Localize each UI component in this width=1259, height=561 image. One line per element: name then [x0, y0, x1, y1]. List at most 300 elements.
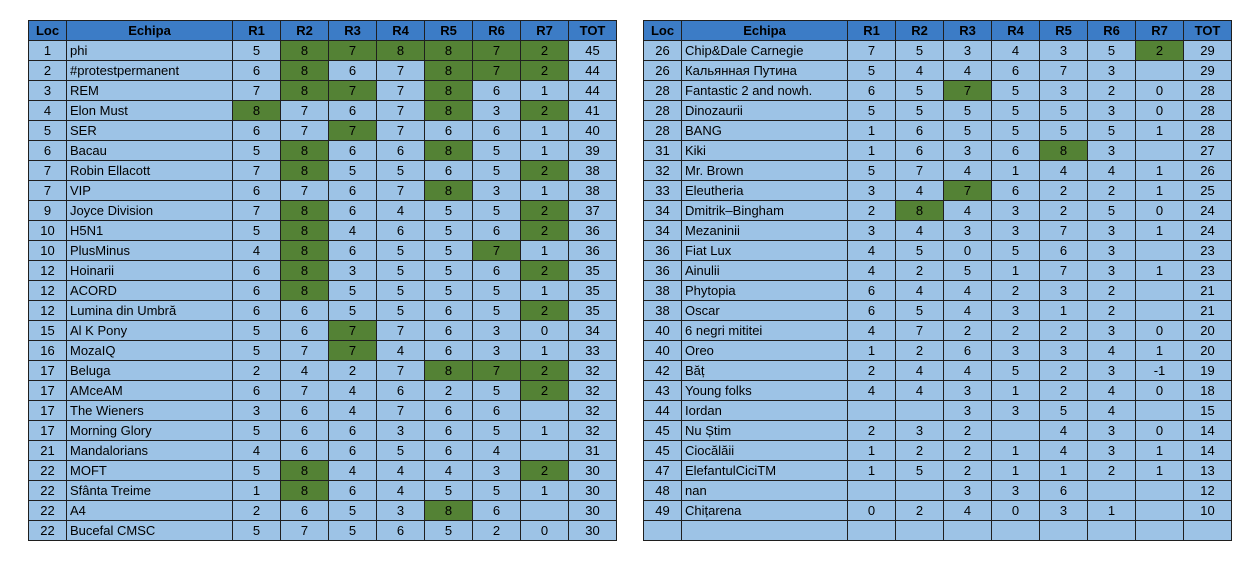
round-3-score-cell: 4 [944, 161, 992, 181]
round-6-score-cell: 5 [1088, 121, 1136, 141]
round-4-score-cell: 7 [377, 361, 425, 381]
round-6-score-cell: 3 [1088, 61, 1136, 81]
total-score-cell: 12 [1184, 481, 1232, 501]
total-score-cell: 25 [1184, 181, 1232, 201]
round-5-score-cell: 5 [425, 481, 473, 501]
round-2-score-cell: 6 [281, 501, 329, 521]
team-name-cell: Bacau [67, 141, 233, 161]
round-1-score-cell: 5 [848, 101, 896, 121]
round-5-score-cell: 2 [1040, 181, 1088, 201]
round-6-score-cell: 7 [473, 241, 521, 261]
header-team: Echipa [682, 21, 848, 41]
round-1-score-cell: 3 [848, 181, 896, 201]
round-6-score-cell: 6 [473, 121, 521, 141]
rank-cell: 42 [644, 361, 682, 381]
round-1-score-cell: 6 [233, 121, 281, 141]
round-1-score-cell: 4 [848, 241, 896, 261]
round-7-score-cell: 2 [521, 61, 569, 81]
team-name-cell: Eleutheria [682, 181, 848, 201]
round-5-score-cell: 8 [425, 181, 473, 201]
round-3-score-cell: 3 [944, 481, 992, 501]
table-row [644, 41, 1232, 61]
round-5-score-cell: 5 [425, 281, 473, 301]
table-row [29, 461, 617, 481]
round-5-score-cell: 6 [425, 401, 473, 421]
round-5-score-cell: 8 [425, 501, 473, 521]
round-4-score-cell: 6 [377, 521, 425, 541]
round-7-score-cell: 2 [521, 261, 569, 281]
round-6-score-cell: 3 [1088, 221, 1136, 241]
round-3-score-cell: 6 [329, 421, 377, 441]
round-6-score-cell: 7 [473, 41, 521, 61]
rank-cell: 40 [644, 341, 682, 361]
total-score-cell: 15 [1184, 401, 1232, 421]
round-4-score-cell: 6 [992, 181, 1040, 201]
total-score-cell: 35 [569, 301, 617, 321]
round-4-score-cell: 3 [992, 201, 1040, 221]
total-score-cell: 44 [569, 81, 617, 101]
team-name-cell: 6 negri mititei [682, 321, 848, 341]
round-5-score-cell: 6 [425, 161, 473, 181]
round-6-score-cell: 5 [473, 281, 521, 301]
round-2-score-cell: 6 [281, 321, 329, 341]
total-score-cell: 28 [1184, 81, 1232, 101]
round-4-score-cell: 7 [377, 101, 425, 121]
round-7-score-cell: 2 [521, 101, 569, 121]
table-row [644, 261, 1232, 281]
right-table-body [644, 41, 1232, 541]
rank-cell: 4 [29, 101, 67, 121]
round-4-score-cell [992, 521, 1040, 541]
round-1-score-cell: 6 [848, 301, 896, 321]
round-2-score-cell: 4 [896, 181, 944, 201]
round-7-score-cell: 0 [521, 321, 569, 341]
team-name-cell: The Wieners [67, 401, 233, 421]
round-6-score-cell: 4 [1088, 381, 1136, 401]
round-2-score-cell: 8 [281, 261, 329, 281]
round-5-score-cell: 4 [1040, 441, 1088, 461]
round-6-score-cell: 3 [1088, 361, 1136, 381]
round-1-score-cell: 1 [848, 121, 896, 141]
round-7-score-cell: 0 [521, 521, 569, 541]
round-7-score-cell: 1 [1136, 121, 1184, 141]
table-row [644, 161, 1232, 181]
round-7-score-cell: -1 [1136, 361, 1184, 381]
rank-cell: 45 [644, 441, 682, 461]
team-name-cell: phi [67, 41, 233, 61]
total-score-cell: 28 [1184, 101, 1232, 121]
round-1-score-cell: 4 [848, 261, 896, 281]
round-6-score-cell: 3 [1088, 421, 1136, 441]
round-3-score-cell: 2 [944, 441, 992, 461]
round-5-score-cell: 3 [1040, 281, 1088, 301]
round-6-score-cell [1088, 481, 1136, 501]
rank-cell [644, 521, 682, 541]
round-4-score-cell: 3 [377, 421, 425, 441]
round-2-score-cell: 2 [896, 341, 944, 361]
round-1-score-cell: 7 [233, 161, 281, 181]
round-3-score-cell: 3 [944, 41, 992, 61]
table-row [644, 361, 1232, 381]
round-7-score-cell [1136, 401, 1184, 421]
round-2-score-cell: 8 [281, 61, 329, 81]
round-2-score-cell: 7 [281, 521, 329, 541]
round-6-score-cell: 5 [1088, 201, 1136, 221]
team-name-cell: ACORD [67, 281, 233, 301]
round-7-score-cell [1136, 301, 1184, 321]
team-name-cell: SER [67, 121, 233, 141]
table-row [29, 421, 617, 441]
rank-cell: 36 [644, 241, 682, 261]
round-3-score-cell: 2 [944, 321, 992, 341]
round-5-score-cell: 1 [1040, 461, 1088, 481]
header-r1: R1 [848, 21, 896, 41]
round-3-score-cell: 2 [944, 461, 992, 481]
round-4-score-cell: 4 [377, 481, 425, 501]
total-score-cell: 13 [1184, 461, 1232, 481]
round-2-score-cell: 8 [281, 241, 329, 261]
header-team: Echipa [67, 21, 233, 41]
round-6-score-cell: 3 [1088, 241, 1136, 261]
round-1-score-cell: 2 [233, 361, 281, 381]
table-row [29, 281, 617, 301]
round-1-score-cell: 3 [848, 221, 896, 241]
header-r7: R7 [521, 21, 569, 41]
round-5-score-cell: 8 [425, 361, 473, 381]
header-r1: R1 [233, 21, 281, 41]
round-4-score-cell: 7 [377, 401, 425, 421]
team-name-cell: VIP [67, 181, 233, 201]
round-5-score-cell: 8 [425, 61, 473, 81]
team-name-cell: ElefantulCiciTM [682, 461, 848, 481]
round-2-score-cell: 8 [281, 481, 329, 501]
header-r4: R4 [992, 21, 1040, 41]
round-3-score-cell: 6 [329, 241, 377, 261]
table-row [29, 201, 617, 221]
round-7-score-cell: 1 [521, 241, 569, 261]
round-2-score-cell [896, 521, 944, 541]
round-3-score-cell: 4 [329, 221, 377, 241]
round-4-score-cell: 0 [992, 501, 1040, 521]
round-6-score-cell: 2 [1088, 281, 1136, 301]
round-6-score-cell: 7 [473, 61, 521, 81]
rank-cell: 12 [29, 301, 67, 321]
rank-cell: 31 [644, 141, 682, 161]
round-1-score-cell: 5 [848, 161, 896, 181]
round-1-score-cell: 6 [848, 281, 896, 301]
round-6-score-cell: 6 [473, 81, 521, 101]
team-name-cell: Iordan [682, 401, 848, 421]
round-4-score-cell: 5 [992, 241, 1040, 261]
header-r5: R5 [425, 21, 473, 41]
round-5-score-cell: 8 [1040, 141, 1088, 161]
header-row [29, 21, 617, 41]
rank-cell: 47 [644, 461, 682, 481]
total-score-cell: 35 [569, 261, 617, 281]
round-2-score-cell: 6 [281, 441, 329, 461]
table-row [644, 121, 1232, 141]
round-2-score-cell: 7 [281, 181, 329, 201]
round-4-score-cell: 7 [377, 61, 425, 81]
round-7-score-cell: 1 [1136, 181, 1184, 201]
table-row [29, 381, 617, 401]
round-4-score-cell: 5 [992, 81, 1040, 101]
round-3-score-cell: 5 [329, 161, 377, 181]
total-score-cell: 30 [569, 501, 617, 521]
round-7-score-cell [1136, 281, 1184, 301]
round-4-score-cell: 5 [992, 101, 1040, 121]
round-3-score-cell: 4 [944, 281, 992, 301]
total-score-cell: 27 [1184, 141, 1232, 161]
round-3-score-cell: 5 [944, 101, 992, 121]
round-2-score-cell: 4 [896, 61, 944, 81]
table-row [29, 41, 617, 61]
round-5-score-cell: 1 [1040, 301, 1088, 321]
round-7-score-cell: 2 [521, 221, 569, 241]
rank-cell: 26 [644, 61, 682, 81]
round-3-score-cell: 0 [944, 241, 992, 261]
round-3-score-cell: 3 [944, 401, 992, 421]
rank-cell: 32 [644, 161, 682, 181]
total-score-cell: 32 [569, 361, 617, 381]
round-2-score-cell: 4 [281, 361, 329, 381]
table-row [29, 221, 617, 241]
round-3-score-cell: 3 [944, 381, 992, 401]
round-3-score-cell: 4 [329, 401, 377, 421]
round-1-score-cell: 1 [848, 441, 896, 461]
table-row [644, 61, 1232, 81]
round-4-score-cell: 4 [377, 461, 425, 481]
round-1-score-cell: 5 [233, 341, 281, 361]
round-3-score-cell: 4 [944, 501, 992, 521]
round-6-score-cell: 5 [473, 301, 521, 321]
table-row [29, 301, 617, 321]
round-2-score-cell: 7 [281, 381, 329, 401]
team-name-cell: Hoinarii [67, 261, 233, 281]
round-6-score-cell: 2 [1088, 461, 1136, 481]
round-1-score-cell: 5 [848, 61, 896, 81]
table-row [644, 321, 1232, 341]
round-5-score-cell: 3 [1040, 341, 1088, 361]
rank-cell: 38 [644, 281, 682, 301]
round-2-score-cell: 7 [896, 321, 944, 341]
table-row [29, 121, 617, 141]
rank-cell: 5 [29, 121, 67, 141]
round-2-score-cell: 4 [896, 361, 944, 381]
rank-cell: 2 [29, 61, 67, 81]
total-score-cell: 34 [569, 321, 617, 341]
round-6-score-cell: 4 [1088, 161, 1136, 181]
round-3-score-cell: 6 [329, 61, 377, 81]
round-5-score-cell: 3 [1040, 41, 1088, 61]
total-score-cell: 10 [1184, 501, 1232, 521]
header-loc: Loc [644, 21, 682, 41]
round-1-score-cell: 2 [848, 361, 896, 381]
rank-cell: 7 [29, 161, 67, 181]
table-row [29, 181, 617, 201]
team-name-cell: Fiat Lux [682, 241, 848, 261]
round-1-score-cell: 7 [233, 81, 281, 101]
round-3-score-cell: 7 [329, 121, 377, 141]
total-score-cell: 39 [569, 141, 617, 161]
table-row [644, 301, 1232, 321]
round-1-score-cell: 5 [233, 41, 281, 61]
round-7-score-cell: 1 [1136, 341, 1184, 361]
round-4-score-cell: 6 [377, 381, 425, 401]
rank-cell: 10 [29, 241, 67, 261]
table-row [644, 461, 1232, 481]
round-4-score-cell: 3 [992, 481, 1040, 501]
table-row [29, 341, 617, 361]
round-2-score-cell: 5 [896, 301, 944, 321]
round-1-score-cell: 1 [848, 461, 896, 481]
round-5-score-cell: 5 [1040, 121, 1088, 141]
round-7-score-cell: 2 [521, 381, 569, 401]
total-score-cell: 36 [569, 241, 617, 261]
header-total: TOT [569, 21, 617, 41]
round-2-score-cell: 4 [896, 221, 944, 241]
rank-cell: 12 [29, 261, 67, 281]
round-1-score-cell: 1 [848, 141, 896, 161]
round-1-score-cell: 0 [848, 501, 896, 521]
round-6-score-cell: 3 [473, 321, 521, 341]
round-4-score-cell: 5 [992, 121, 1040, 141]
total-score-cell: 29 [1184, 61, 1232, 81]
round-1-score-cell: 4 [848, 321, 896, 341]
round-5-score-cell: 5 [1040, 101, 1088, 121]
table-row [644, 241, 1232, 261]
team-name-cell: Young folks [682, 381, 848, 401]
round-4-score-cell: 5 [377, 261, 425, 281]
table-row [644, 101, 1232, 121]
round-5-score-cell: 7 [1040, 221, 1088, 241]
round-5-score-cell: 6 [425, 321, 473, 341]
table-row [29, 441, 617, 461]
total-score-cell: 30 [569, 521, 617, 541]
team-name-cell: Beluga [67, 361, 233, 381]
round-4-score-cell: 4 [377, 341, 425, 361]
team-name-cell: MOFT [67, 461, 233, 481]
rank-cell: 40 [644, 321, 682, 341]
total-score-cell: 36 [569, 221, 617, 241]
round-5-score-cell: 6 [425, 341, 473, 361]
team-name-cell: Lumina din Umbră [67, 301, 233, 321]
round-1-score-cell: 2 [848, 421, 896, 441]
rank-cell: 17 [29, 421, 67, 441]
round-7-score-cell: 1 [1136, 461, 1184, 481]
header-loc: Loc [29, 21, 67, 41]
round-4-score-cell: 4 [377, 201, 425, 221]
rank-cell: 3 [29, 81, 67, 101]
round-3-score-cell: 2 [944, 421, 992, 441]
round-6-score-cell: 2 [1088, 301, 1136, 321]
round-1-score-cell: 4 [233, 241, 281, 261]
round-6-score-cell: 3 [1088, 441, 1136, 461]
round-1-score-cell: 8 [233, 101, 281, 121]
round-2-score-cell: 8 [281, 221, 329, 241]
round-2-score-cell: 8 [281, 41, 329, 61]
total-score-cell: 38 [569, 161, 617, 181]
rank-cell: 21 [29, 441, 67, 461]
round-4-score-cell: 1 [992, 161, 1040, 181]
round-4-score-cell: 5 [377, 281, 425, 301]
round-6-score-cell: 5 [473, 201, 521, 221]
round-5-score-cell: 6 [1040, 481, 1088, 501]
team-name-cell [682, 521, 848, 541]
round-7-score-cell: 1 [521, 421, 569, 441]
table-row [29, 61, 617, 81]
round-4-score-cell: 5 [377, 161, 425, 181]
round-2-score-cell: 5 [896, 461, 944, 481]
rank-cell: 49 [644, 501, 682, 521]
round-1-score-cell: 5 [233, 321, 281, 341]
round-7-score-cell: 1 [521, 481, 569, 501]
rank-cell: 45 [644, 421, 682, 441]
round-2-score-cell: 4 [896, 381, 944, 401]
round-3-score-cell: 5 [329, 301, 377, 321]
team-name-cell: Phytopia [682, 281, 848, 301]
total-score-cell: 41 [569, 101, 617, 121]
left-table-body [29, 41, 617, 541]
round-5-score-cell: 5 [425, 201, 473, 221]
rank-cell: 48 [644, 481, 682, 501]
round-6-score-cell: 3 [1088, 141, 1136, 161]
rank-cell: 44 [644, 401, 682, 421]
round-4-score-cell: 3 [992, 301, 1040, 321]
round-2-score-cell: 3 [896, 421, 944, 441]
round-6-score-cell: 5 [473, 381, 521, 401]
round-4-score-cell: 6 [992, 141, 1040, 161]
round-7-score-cell: 1 [521, 121, 569, 141]
round-6-score-cell: 4 [473, 441, 521, 461]
round-6-score-cell: 5 [473, 421, 521, 441]
round-6-score-cell: 3 [1088, 101, 1136, 121]
round-2-score-cell: 6 [896, 141, 944, 161]
team-name-cell: Mezaninii [682, 221, 848, 241]
total-score-cell: 32 [569, 401, 617, 421]
round-6-score-cell: 5 [473, 161, 521, 181]
team-name-cell: Kiki [682, 141, 848, 161]
round-5-score-cell: 6 [425, 301, 473, 321]
header-r2: R2 [896, 21, 944, 41]
round-6-score-cell: 2 [1088, 81, 1136, 101]
round-2-score-cell: 8 [281, 281, 329, 301]
round-5-score-cell: 2 [1040, 201, 1088, 221]
round-3-score-cell: 5 [329, 501, 377, 521]
round-1-score-cell: 6 [233, 261, 281, 281]
total-score-cell: 38 [569, 181, 617, 201]
round-7-score-cell [1136, 501, 1184, 521]
round-2-score-cell: 6 [281, 401, 329, 421]
round-3-score-cell: 6 [329, 141, 377, 161]
round-5-score-cell: 4 [1040, 421, 1088, 441]
round-7-score-cell: 0 [1136, 421, 1184, 441]
round-6-score-cell: 6 [473, 221, 521, 241]
table-row [644, 81, 1232, 101]
round-3-score-cell: 7 [329, 341, 377, 361]
table-row [29, 521, 617, 541]
round-3-score-cell: 4 [944, 301, 992, 321]
round-2-score-cell [896, 401, 944, 421]
total-score-cell: 14 [1184, 441, 1232, 461]
table-row [644, 381, 1232, 401]
round-5-score-cell: 4 [425, 461, 473, 481]
round-4-score-cell: 6 [377, 221, 425, 241]
round-5-score-cell: 2 [1040, 321, 1088, 341]
table-row [644, 401, 1232, 421]
left-standings-table [28, 20, 617, 541]
round-6-score-cell: 5 [1088, 41, 1136, 61]
